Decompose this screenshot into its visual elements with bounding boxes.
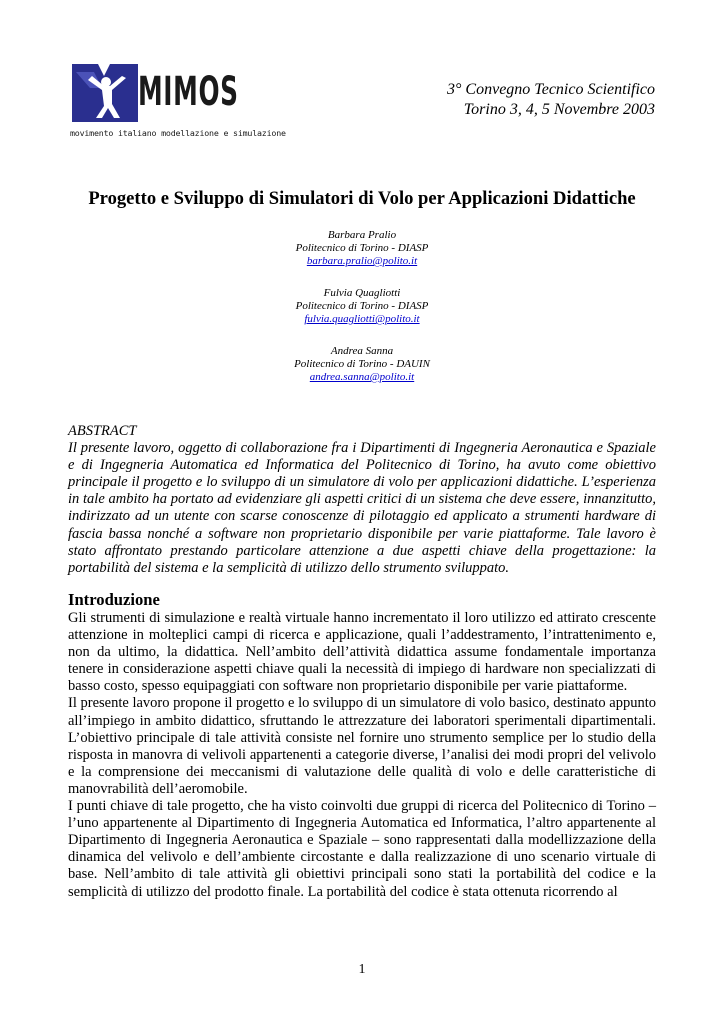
author-email-link[interactable]: barbara.pralio@polito.it xyxy=(306,255,418,267)
mimos-tagline: movimento italiano modellazione e simulazione xyxy=(70,128,286,138)
author-name: Andrea Sanna xyxy=(330,345,394,357)
author-block xyxy=(0,345,724,384)
author-affiliation: Politecnico di Torino - DAUIN xyxy=(294,358,430,370)
author-email-link[interactable]: fulvia.quagliotti@polito.it xyxy=(304,313,420,325)
author-affiliation: Politecnico di Torino - DIASP xyxy=(295,242,429,254)
author-name: Barbara Pralio xyxy=(327,229,397,241)
paper-title: Progetto e Sviluppo di Simulatori di Volo per Applicazioni Didattiche xyxy=(88,188,636,209)
mimos-logo-mark-icon xyxy=(68,58,140,126)
introduction-body xyxy=(68,610,656,901)
page-number: 1 xyxy=(358,962,366,977)
introduction-heading: Introduzione xyxy=(68,590,160,609)
author-block xyxy=(0,229,724,268)
conference-info xyxy=(447,80,655,120)
abstract-heading: ABSTRACT xyxy=(68,423,137,439)
mimos-logo xyxy=(68,58,286,140)
author-block xyxy=(0,287,724,326)
author-email-link[interactable]: andrea.sanna@polito.it xyxy=(309,371,415,383)
abstract-text: Il presente lavoro, oggetto di collaborazione fra i Dipartimenti di Ingegneria Aeronautica e Spaziale e di Ingegneria Automatica ed Informatica del Politecnico di Torino, ha avuto come obiettivo principale il progetto e lo sviluppo di un simulatore di volo per applicazioni didattiche. L’esperienza in tale ambito ha portato ad evidenziare gli aspetti critici di un sistema che deve essere, innanzitutto, indirizzato ad un utente con scarse conoscenze di pilotaggio ed applicato a strumenti hardware di fascia bassa nonché a software non proprietario disponibile per varie piattaforme. Tale lavoro è stato affrontato prestando particolare attenzione a due aspetti chiave della progettazione: la portabilità del sistema e la semplicità di utilizzo dello strumento sviluppato. xyxy=(68,440,656,576)
author-affiliation: Politecnico di Torino - DIASP xyxy=(295,300,429,312)
conference-date: Torino 3, 4, 5 Novembre 2003 xyxy=(463,101,655,118)
body-paragraph: Gli strumenti di simulazione e realtà virtuale hanno incrementato il loro utilizzo ed attirato crescente attenzione in molteplici campi di ricerca e applicazione, quali l’addestramento, l’intrattenimento e, non da ultimo, la didattica. Nell’ambito dell’attività didattica assume fondamentale importanza tenere in considerazione aspetti chiave quali la necessità di impiego di hardware non specializzati di basso costo, spesso equipaggiati con software non proprietario disponibile per varie piattaforme. xyxy=(68,610,656,695)
abstract-section xyxy=(68,423,656,577)
author-list xyxy=(0,229,724,403)
conference-name: 3° Convegno Tecnico Scientifico xyxy=(447,81,655,98)
body-paragraph: Il presente lavoro propone il progetto e lo sviluppo di un simulatore di volo basico, destinato appunto all’impiego in ambito didattico, sfruttando le attrezzature dei laboratori sperimentali dipartimentali. L’obiettivo principale di tale attività consiste nel fornire uno strumento semplice per lo studio della risposta in manovra di velivoli appartenenti a categorie diverse, l’analisi dei modi propri del velivolo e la comprensione dei meccanismi di valutazione delle qualità di volo e delle caratteristiche di manovrabilità dell’aeromobile. xyxy=(68,695,656,797)
mimos-wordmark: MIMOS xyxy=(138,69,239,115)
author-name: Fulvia Quagliotti xyxy=(323,287,401,299)
body-paragraph: I punti chiave di tale progetto, che ha visto coinvolti due gruppi di ricerca del Politecnico di Torino – l’uno appartenente al Dipartimento di Ingegneria Automatica ed Informatica, l’altro appartenente al Dipartimento di Ingegneria Aeronautica e Spaziale – sono rappresentati dalla modellizzazione della dinamica del velivolo e dell’ambiente circostante e dalla realizzazione di uno scenario virtuale di base. Nell’ambito di tale attività gli obiettivi principali sono stati la portabilità del codice e la semplicità di utilizzo del prodotto finale. La portabilità del codice è stata ottenuta ricorrendo al xyxy=(68,798,656,900)
